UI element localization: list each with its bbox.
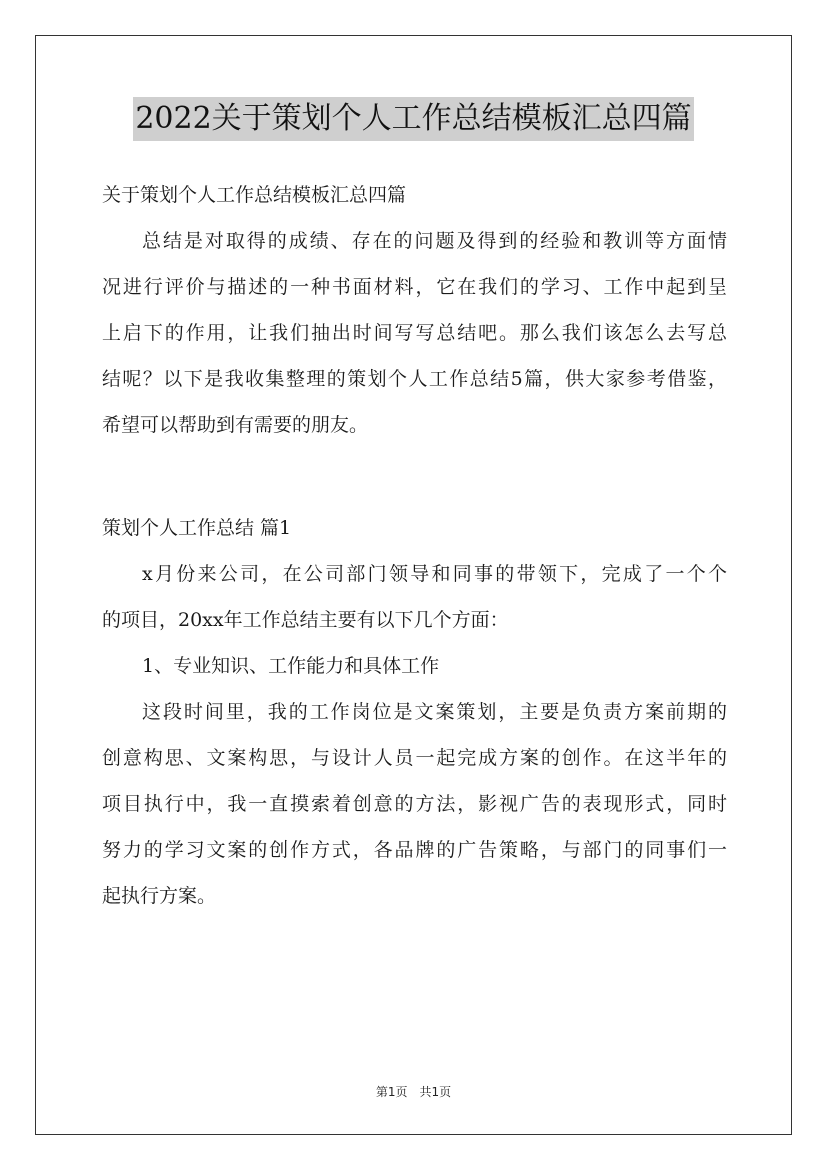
paragraph-line: 结呢？以下是我收集整理的策划个人工作总结5篇，供大家参考借鉴， — [102, 368, 727, 390]
page-number-footer: 第1页 共1页 — [375, 1085, 452, 1099]
paragraph-line: 的项目，20xx年工作总结主要有以下几个方面： — [102, 609, 509, 631]
paragraph-line: 创意构思、文案构思，与设计人员一起完成方案的创作。在这半年的 — [102, 747, 727, 769]
paragraph-1 — [102, 551, 727, 643]
paragraph-line: 项目执行中，我一直摸索着创意的方法，影视广告的表现形式，同时 — [102, 793, 727, 815]
list-item-heading: 1、专业知识、工作能力和具体工作 — [142, 655, 440, 677]
document-title: 2022关于策划个人工作总结模板汇总四篇 — [133, 97, 693, 141]
spacer — [102, 448, 727, 505]
paragraph-line: 起执行方案。 — [102, 885, 217, 907]
paragraph-line: 这段时间里，我的工作岗位是文案策划，主要是负责方案前期的 — [142, 701, 727, 723]
title-block — [0, 97, 827, 141]
paragraph-line: x月份来公司，在公司部门领导和同事的带领下，完成了一个个 — [142, 563, 727, 585]
paragraph-line: 总结是对取得的成绩、存在的问题及得到的经验和教训等方面情 — [142, 230, 727, 252]
paragraph-line: 希望可以帮助到有需要的朋友。 — [102, 414, 369, 436]
document-subtitle: 关于策划个人工作总结模板汇总四篇 — [102, 184, 407, 206]
paragraph-2 — [102, 689, 727, 919]
document-body — [102, 172, 727, 919]
paragraph-line: 上启下的作用，让我们抽出时间写写总结吧。那么我们该怎么去写总 — [102, 322, 727, 344]
paragraph-line: 况进行评价与描述的一种书面材料，它在我们的学习、工作中起到呈 — [102, 276, 727, 298]
intro-paragraph — [102, 218, 727, 448]
section-heading: 策划个人工作总结 篇1 — [102, 517, 292, 539]
paragraph-line: 努力的学习文案的创作方式，各品牌的广告策略，与部门的同事们一 — [102, 839, 727, 861]
